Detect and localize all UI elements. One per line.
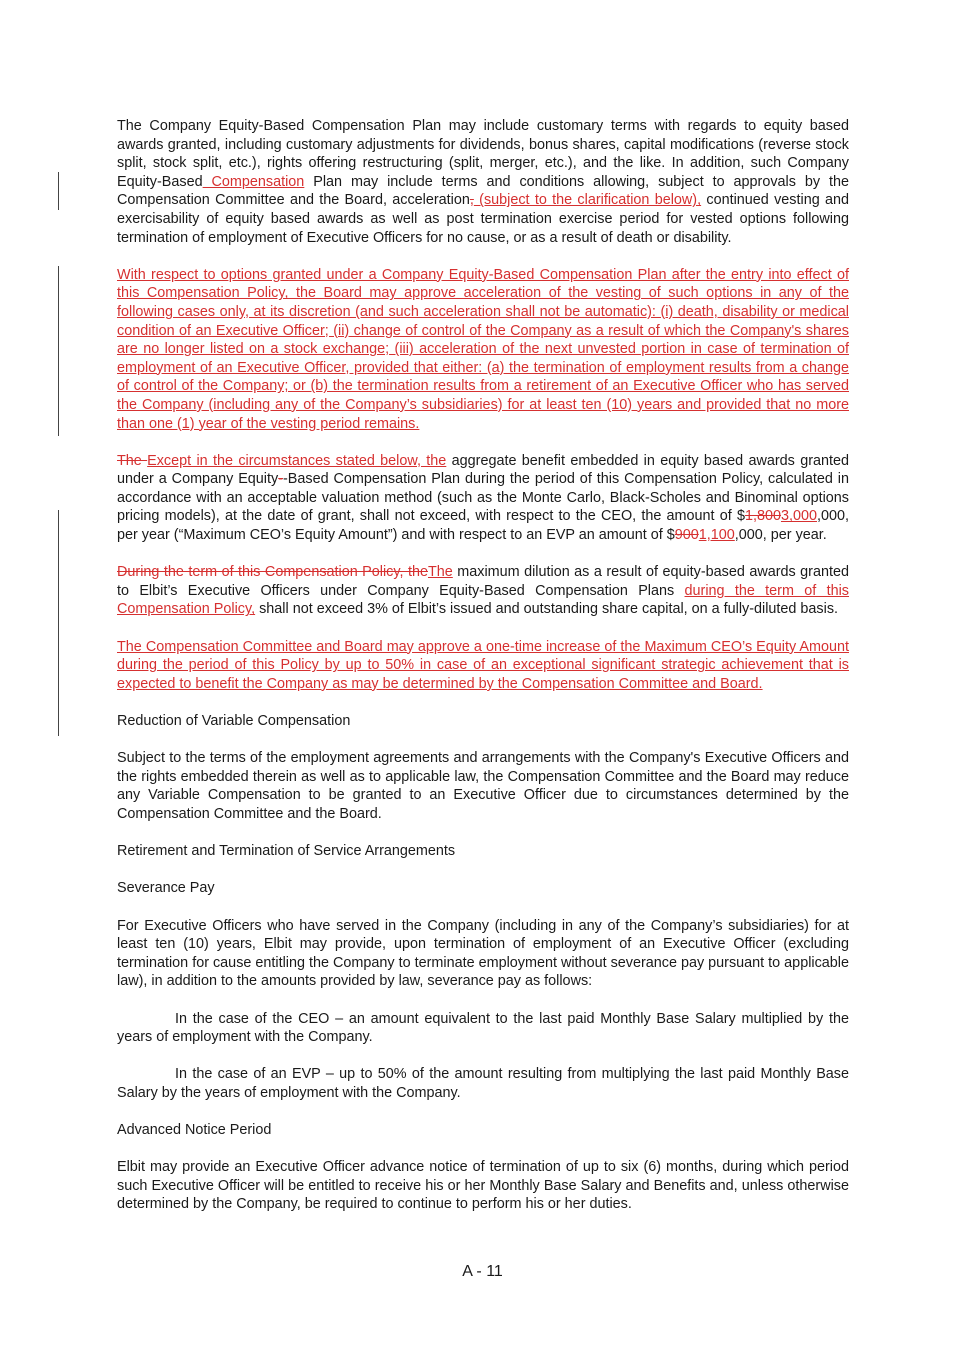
deleted-text: 1,800 (744, 508, 781, 525)
inserted-text: Compensation (202, 173, 305, 190)
deleted-text: The (117, 452, 148, 469)
change-bar (58, 266, 59, 436)
inserted-text: The (427, 564, 453, 581)
deleted-text: 900 (674, 527, 699, 544)
paragraph-advance-notice: Elbit may provide an Executive Officer advance notice of termination of up to six (6) months, during which period such Executive Officer will be entitled to receive his or her Monthly Base Salary and Benefits and, unless otherwise determined by the Company, be required to continue to perform his or her duties. (117, 1159, 849, 1213)
heading-severance-pay: Severance Pay (117, 880, 215, 897)
paragraph-one-time-increase: The Compensation Committee and Board may approve a one-time increase of the Maximum CEO’s Equity Amount during the period of this Policy by up to 50% in case of an exceptional significant strategic achievement that is expected to benefit the Company as may be determined by the Compensation Committee and Board. (117, 638, 849, 692)
paragraph-options-acceleration: With respect to options granted under a Company Equity-Based Compensation Plan after the entry into effect of this Compensation Policy, the Board may approve acceleration of the vesting of such options in any of the following cases only, at its discretion (and such acceleration shall not be automatic): (i) death, disability or medical condition of an Executive Officer; (ii) change of control of the Company as a result of which the Company's shares are no longer listed on a stock exchange; (iii) acceleration of the next unvested portion in case of termination of employment of an Executive Officer, provided that either: (a) the termination of employment results from a change of control of the Company; or (b) the termination results from a retirement of an Executive Officer who has served the Company (including any of the Company’s subsidiaries) for at least ten (10) years and provided that no more than one (1) year of the vesting period remains. (117, 266, 849, 432)
paragraph-severance: For Executive Officers who have served in the Company (including in any of the Company’s subsidiaries) for at least ten (10) years, Elbit may provide, upon termination of employment of an Executive Officer (excluding termination for cause entitling the Company to terminate employment without severance pay pursuant to applicable law), in addition to the amounts provided by law, severance pay as follows: (117, 917, 849, 990)
deleted-text: - (278, 471, 283, 488)
change-bar (58, 172, 59, 210)
inserted-text: 1,100 (698, 527, 735, 544)
inserted-text: Except in the circumstances stated below, the (147, 452, 447, 469)
paragraph-reduction: Subject to the terms of the employment agreements and arrangements with the Company's Executive Officers and the rights embedded therein as well as to applicable law, the Compensation Committee and the Board may reduce any Variable Compensation to be granted to an Executive Officer due to circumstances determined by the Compensation Committee and the Board. (117, 750, 849, 822)
paragraph-equity-plan-terms: The Company Equity-Based Compensation Plan may include customary terms with regards to equity based awards granted, including customary adjustments for dividends, bonus shares, capital modifications (reverse stock split, stock split, etc.), rights offering restructuring (split, merger, etc.), and the like. In addition, such Company Equity-Based Compensation Plan may include terms and conditions allowing, subject to approvals by the Compensation Committee and the Board, acceleration, (subject to the clarification below), continued vesting and exercisability of equity based awards as well as post termination exercise period for vested options following termination of employment of Executive Officers for no cause, or as a result of death or disability. (117, 118, 850, 246)
paragraph-maximum-dilution: During the term of this Compensation Policy, theThe maximum dilution as a result of equity-based awards granted to Elbit’s Executive Officers under Company Equity-Based Compensation Plans during the term of this Compensation Policy, shall not exceed 3% of Elbit’s issued and outstanding share capital, on a fully-diluted basis. (117, 564, 849, 618)
page-number: A - 11 (462, 1263, 503, 1280)
heading-advanced-notice: Advanced Notice Period (117, 1122, 272, 1139)
inserted-text: during the term of this Compensation Policy, (117, 582, 849, 618)
inserted-text: (subject to the clarification below), (473, 192, 702, 209)
document-body (117, 117, 849, 1214)
inserted-text: 3,000 (780, 508, 817, 525)
deleted-text: During the term of this Compensation Policy, the (117, 564, 428, 581)
heading-reduction-variable-compensation: Reduction of Variable Compensation (117, 713, 351, 729)
paragraph-aggregate-benefit: The Except in the circumstances stated below, the aggregate benefit embedded in equity based awards granted under a Company Equity--Based Compensation Plan during the period of this Compensation Policy, calculated in accordance with an acceptable valuation method (such as the Monte Carlo, Black-Scholes and Binominal options pricing models), at the date of grant, shall not exceed, with respect to the CEO, the amount of $1,8003,000,000, per year (“Maximum CEO’s Equity Amount”) and with respect to an EVP an amount of $9001,100,000, per year. (117, 452, 850, 544)
deleted-text: , (469, 192, 474, 209)
paragraph-ceo-severance: In the case of the CEO – an amount equivalent to the last paid Monthly Base Salary multiplied by the years of employment with the Company. (117, 1010, 849, 1046)
change-bar (58, 510, 59, 736)
heading-retirement-termination: Retirement and Termination of Service Arrangements (117, 843, 456, 860)
paragraph-evp-severance: In the case of an EVP – up to 50% of the amount resulting from multiplying the last paid Monthly Base Salary by the years of employment with the Company. (117, 1066, 849, 1101)
